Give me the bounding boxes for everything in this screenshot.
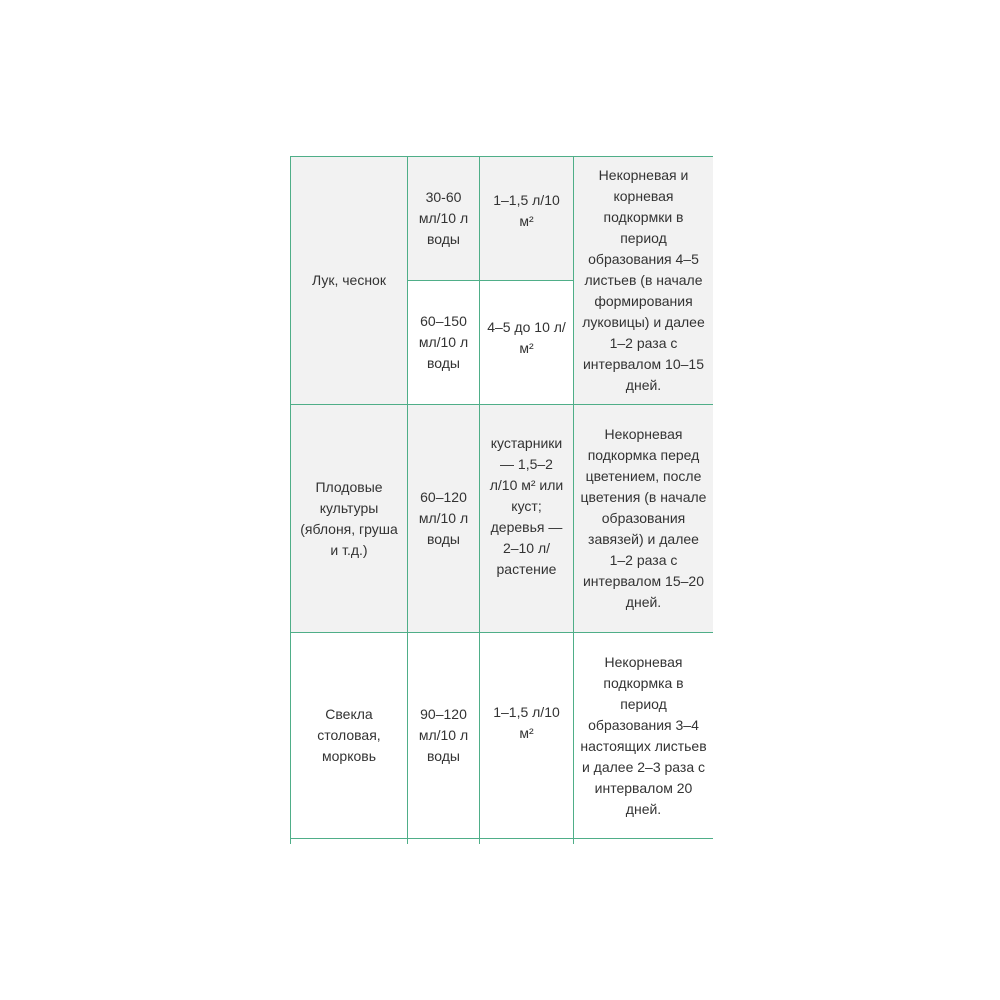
- empty-cell: [408, 839, 480, 845]
- fertilizer-table-container: [290, 156, 713, 844]
- method-cell: Некорневая подкормка перед цветением, после цветения (в начале образования завязей) и далее 1–2 раза с интервалом 15–20 дней.: [574, 405, 714, 633]
- crop-cell: Лук, чеснок: [291, 157, 408, 405]
- method-cell: Некорневая и корневая подкормки в период образования 4–5 листьев (в начале формирования луковицы) и далее 1–2 раза с интервалом 10–15 дней.: [574, 157, 714, 405]
- rate-cell: кустарники — 1,5–2 л/10 м² или куст; деревья — 2–10 л/растение: [480, 405, 574, 633]
- dose-cell: 60–120 мл/10 л воды: [408, 405, 480, 633]
- dose-cell: 60–150 мл/10 л воды: [408, 281, 480, 405]
- rate-cell: 1–1,5 л/10 м²: [480, 633, 574, 839]
- table-row: [291, 157, 714, 281]
- fertilizer-table: [290, 156, 713, 844]
- empty-cell: [574, 839, 714, 845]
- crop-cell: Плодовые культуры (яблоня, груша и т.д.): [291, 405, 408, 633]
- rate-cell: 4–5 до 10 л/м²: [480, 281, 574, 405]
- table-row: [291, 405, 714, 633]
- empty-cell: [480, 839, 574, 845]
- table-row-partial: [291, 839, 714, 845]
- empty-cell: [291, 839, 408, 845]
- dose-cell: 90–120 мл/10 л воды: [408, 633, 480, 839]
- table-row: [291, 633, 714, 839]
- method-cell: Некорневая подкормка в период образования 3–4 настоящих листьев и далее 2–3 раза с интервалом 20 дней.: [574, 633, 714, 839]
- dose-cell: 30-60 мл/10 л воды: [408, 157, 480, 281]
- rate-cell: 1–1,5 л/10 м²: [480, 157, 574, 281]
- crop-cell: Свекла столовая, морковь: [291, 633, 408, 839]
